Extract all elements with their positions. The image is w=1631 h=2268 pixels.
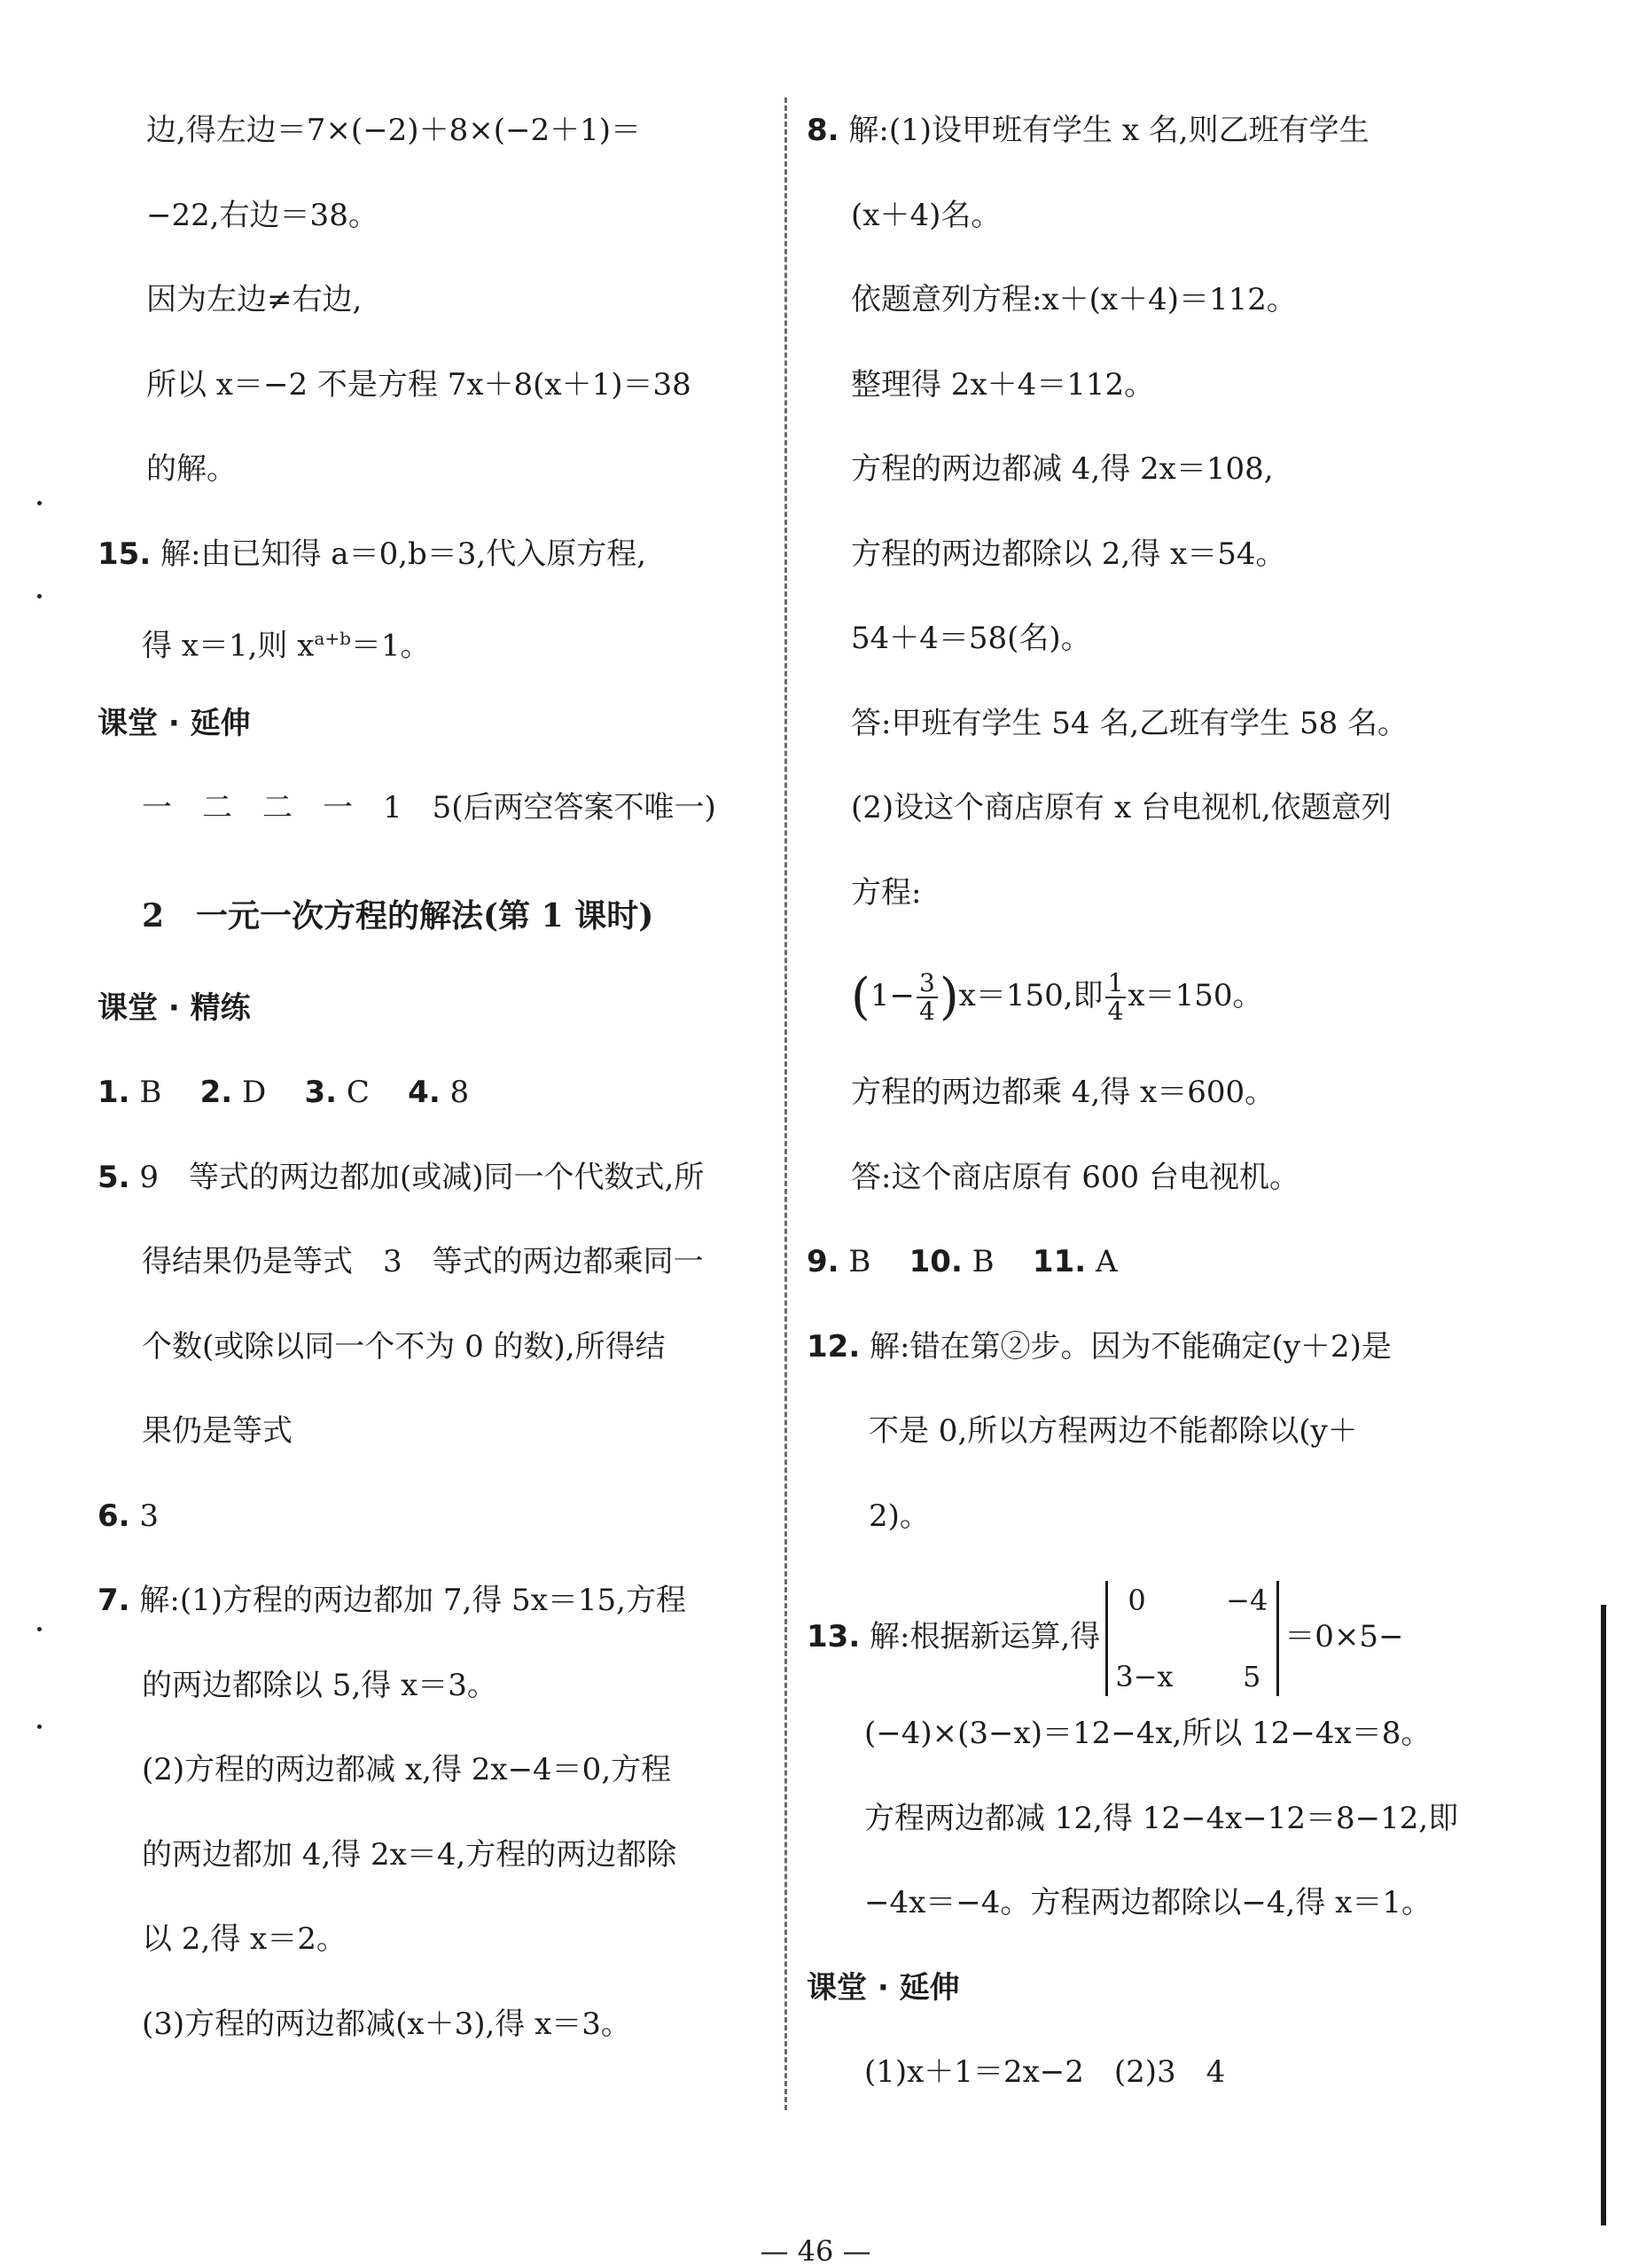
det-cell: 3−x xyxy=(1115,1660,1174,1693)
denominator: 4 xyxy=(1107,997,1124,1026)
choice-answer: 8 xyxy=(449,1075,470,1110)
question-number: 5. xyxy=(98,1159,130,1195)
lesson-title: 2 一元一次方程的解法(第 1 课时) xyxy=(142,896,654,935)
answer-text: ＝0×5− xyxy=(1284,1619,1404,1654)
section-heading: 课堂 · 延伸 xyxy=(807,1969,960,2006)
det-cell: 5 xyxy=(1242,1660,1261,1693)
question-8 xyxy=(807,105,1480,190)
question-number: 2. xyxy=(199,1075,233,1110)
q7-line: (2)方程的两边都减 x,得 2x−4＝0,方程 xyxy=(142,1752,672,1787)
question-number: 10. xyxy=(909,1244,963,1279)
right-column xyxy=(807,105,1480,2131)
choice-answer: B xyxy=(972,1244,995,1279)
q8-line: 依题意列方程:x＋(x＋4)＝112。 xyxy=(851,282,1297,317)
q14-line: 因为左边≠右边, xyxy=(146,282,363,317)
questions-9-11 xyxy=(807,1236,1480,1321)
choice-answer: B xyxy=(139,1075,162,1110)
q5-line: 得结果仍是等式 3 等式的两边都乘同一 xyxy=(142,1244,704,1279)
scan-dot xyxy=(37,1724,42,1729)
question-number: 9. xyxy=(807,1244,839,1279)
left-paren: ( xyxy=(851,968,870,1026)
scan-dot xyxy=(37,1627,42,1631)
q8-line: 54＋4＝58(名)。 xyxy=(851,621,1091,656)
answer-text: 得 x＝1,则 x xyxy=(142,628,315,664)
q12-line: 2)。 xyxy=(869,1498,930,1534)
q7-line: (3)方程的两边都减(x＋3),得 x＝3。 xyxy=(142,2006,631,2042)
question-13 xyxy=(807,1575,1480,1708)
q7-line: 的两边都除以 5,得 x＝3。 xyxy=(142,1667,497,1703)
question-number: 6. xyxy=(98,1498,130,1534)
math-text: x＝150。 xyxy=(1128,978,1263,1013)
question-12 xyxy=(807,1321,1480,1406)
determinant xyxy=(1105,1581,1279,1696)
question-number: 4. xyxy=(408,1075,441,1110)
q8-line: 方程: xyxy=(851,874,922,911)
choice-answer: C xyxy=(346,1075,370,1110)
q13-line: 方程两边都减 12,得 12−4x−12＝8−12,即 xyxy=(864,1800,1459,1836)
q8-line: 答:这个商店原有 600 台电视机。 xyxy=(851,1159,1299,1195)
q8-line: (2)设这个商店原有 x 台电视机,依题意列 xyxy=(851,790,1392,825)
left-column xyxy=(98,105,771,2083)
q7-line: 的两边都加 4,得 2x＝4,方程的两边都除 xyxy=(142,1836,677,1873)
column-divider xyxy=(784,98,787,2110)
q14-line: −22,右边＝38。 xyxy=(146,197,378,233)
q8-line: (x＋4)名。 xyxy=(851,197,1002,233)
math-text: 1− xyxy=(870,978,915,1013)
right-paren: ) xyxy=(939,968,959,1026)
math-text: x＝150,即 xyxy=(958,978,1104,1013)
question-number: 7. xyxy=(98,1583,130,1618)
q7-line: 以 2,得 x＝2。 xyxy=(142,1921,347,1957)
question-number: 13. xyxy=(807,1619,861,1654)
q15-line xyxy=(98,613,771,698)
denominator: 4 xyxy=(918,997,935,1026)
choice-answer: B xyxy=(848,1244,871,1279)
q8-line: 整理得 2x＋4＝112。 xyxy=(851,366,1155,403)
q5-line: 果仍是等式 xyxy=(142,1413,293,1449)
q5-line: 个数(或除以同一个不为 0 的数),所得结 xyxy=(142,1328,666,1365)
q14-line: 的解。 xyxy=(146,451,237,487)
choice-answer: D xyxy=(242,1075,267,1110)
q8-line: 答:甲班有学生 54 名,乙班有学生 58 名。 xyxy=(851,705,1409,741)
q14-line: 所以 x＝−2 不是方程 7x＋8(x＋1)＝38 xyxy=(146,366,691,403)
q8-line: 方程的两边都乘 4,得 x＝600。 xyxy=(851,1075,1276,1110)
q8-line: 方程的两边都减 4,得 2x＝108, xyxy=(851,451,1274,487)
det-cell: 0 xyxy=(1128,1584,1146,1617)
page-edge-shadow xyxy=(1601,1605,1606,2225)
choice-answer: A xyxy=(1095,1244,1118,1279)
question-number: 3. xyxy=(304,1075,338,1110)
extend-answers: (1)x＋1＝2x−2 (2)3 4 xyxy=(864,2054,1226,2090)
answer-text: 解:(1)设甲班有学生 x 名,则乙班有学生 xyxy=(848,113,1370,148)
fraction xyxy=(1105,970,1127,1025)
scan-dot xyxy=(37,501,42,505)
answer-text: 解:错在第②步。因为不能确定(y＋2)是 xyxy=(870,1328,1392,1365)
answer-text: 解:(1)方程的两边都加 7,得 5x＝15,方程 xyxy=(139,1583,686,1618)
q14-line: 边,得左边＝7×(−2)＋8×(−2＋1)＝ xyxy=(146,113,641,148)
numerator: 1 xyxy=(1105,970,1127,998)
fraction xyxy=(917,970,938,1025)
q8-line: 方程的两边都除以 2,得 x＝54。 xyxy=(851,536,1286,572)
question-7 xyxy=(98,1575,771,1660)
section-heading: 课堂 · 延伸 xyxy=(98,705,251,741)
section-heading: 课堂 · 精练 xyxy=(98,989,251,1026)
question-6 xyxy=(98,1490,771,1576)
q13-line: (−4)×(3−x)＝12−4x,所以 12−4x＝8。 xyxy=(864,1716,1432,1751)
scan-dot xyxy=(37,594,42,598)
answer-text: 3 xyxy=(139,1498,160,1534)
answer-text: 解:由已知得 a＝0,b＝3,代入原方程, xyxy=(160,536,647,572)
question-number: 12. xyxy=(807,1328,861,1365)
extend-answers: 一 二 二 一 1 5(后两空答案不唯一) xyxy=(142,790,716,825)
question-number: 11. xyxy=(1032,1244,1087,1279)
numerator: 3 xyxy=(917,970,938,998)
answer-text: 9 等式的两边都加(或减)同一个代数式,所 xyxy=(139,1159,705,1195)
exponent: a+b xyxy=(314,628,351,649)
answer-text: 解:根据新运算,得 xyxy=(870,1619,1101,1654)
page-number: — 46 — xyxy=(760,2234,871,2268)
q12-line: 不是 0,所以方程两边不能都除以(y＋ xyxy=(869,1413,1358,1449)
question-number: 8. xyxy=(807,113,839,148)
answer-text: ＝1。 xyxy=(350,628,431,664)
question-number: 1. xyxy=(98,1075,130,1110)
q13-line: −4x＝−4。方程两边都除以−4,得 x＝1。 xyxy=(864,1885,1432,1920)
question-number: 15. xyxy=(98,536,152,572)
question-5 xyxy=(98,1152,771,1237)
question-15 xyxy=(98,528,771,614)
det-cell: −4 xyxy=(1226,1584,1268,1617)
q8-fraction-line xyxy=(807,951,1480,1067)
questions-1-4 xyxy=(98,1067,771,1152)
